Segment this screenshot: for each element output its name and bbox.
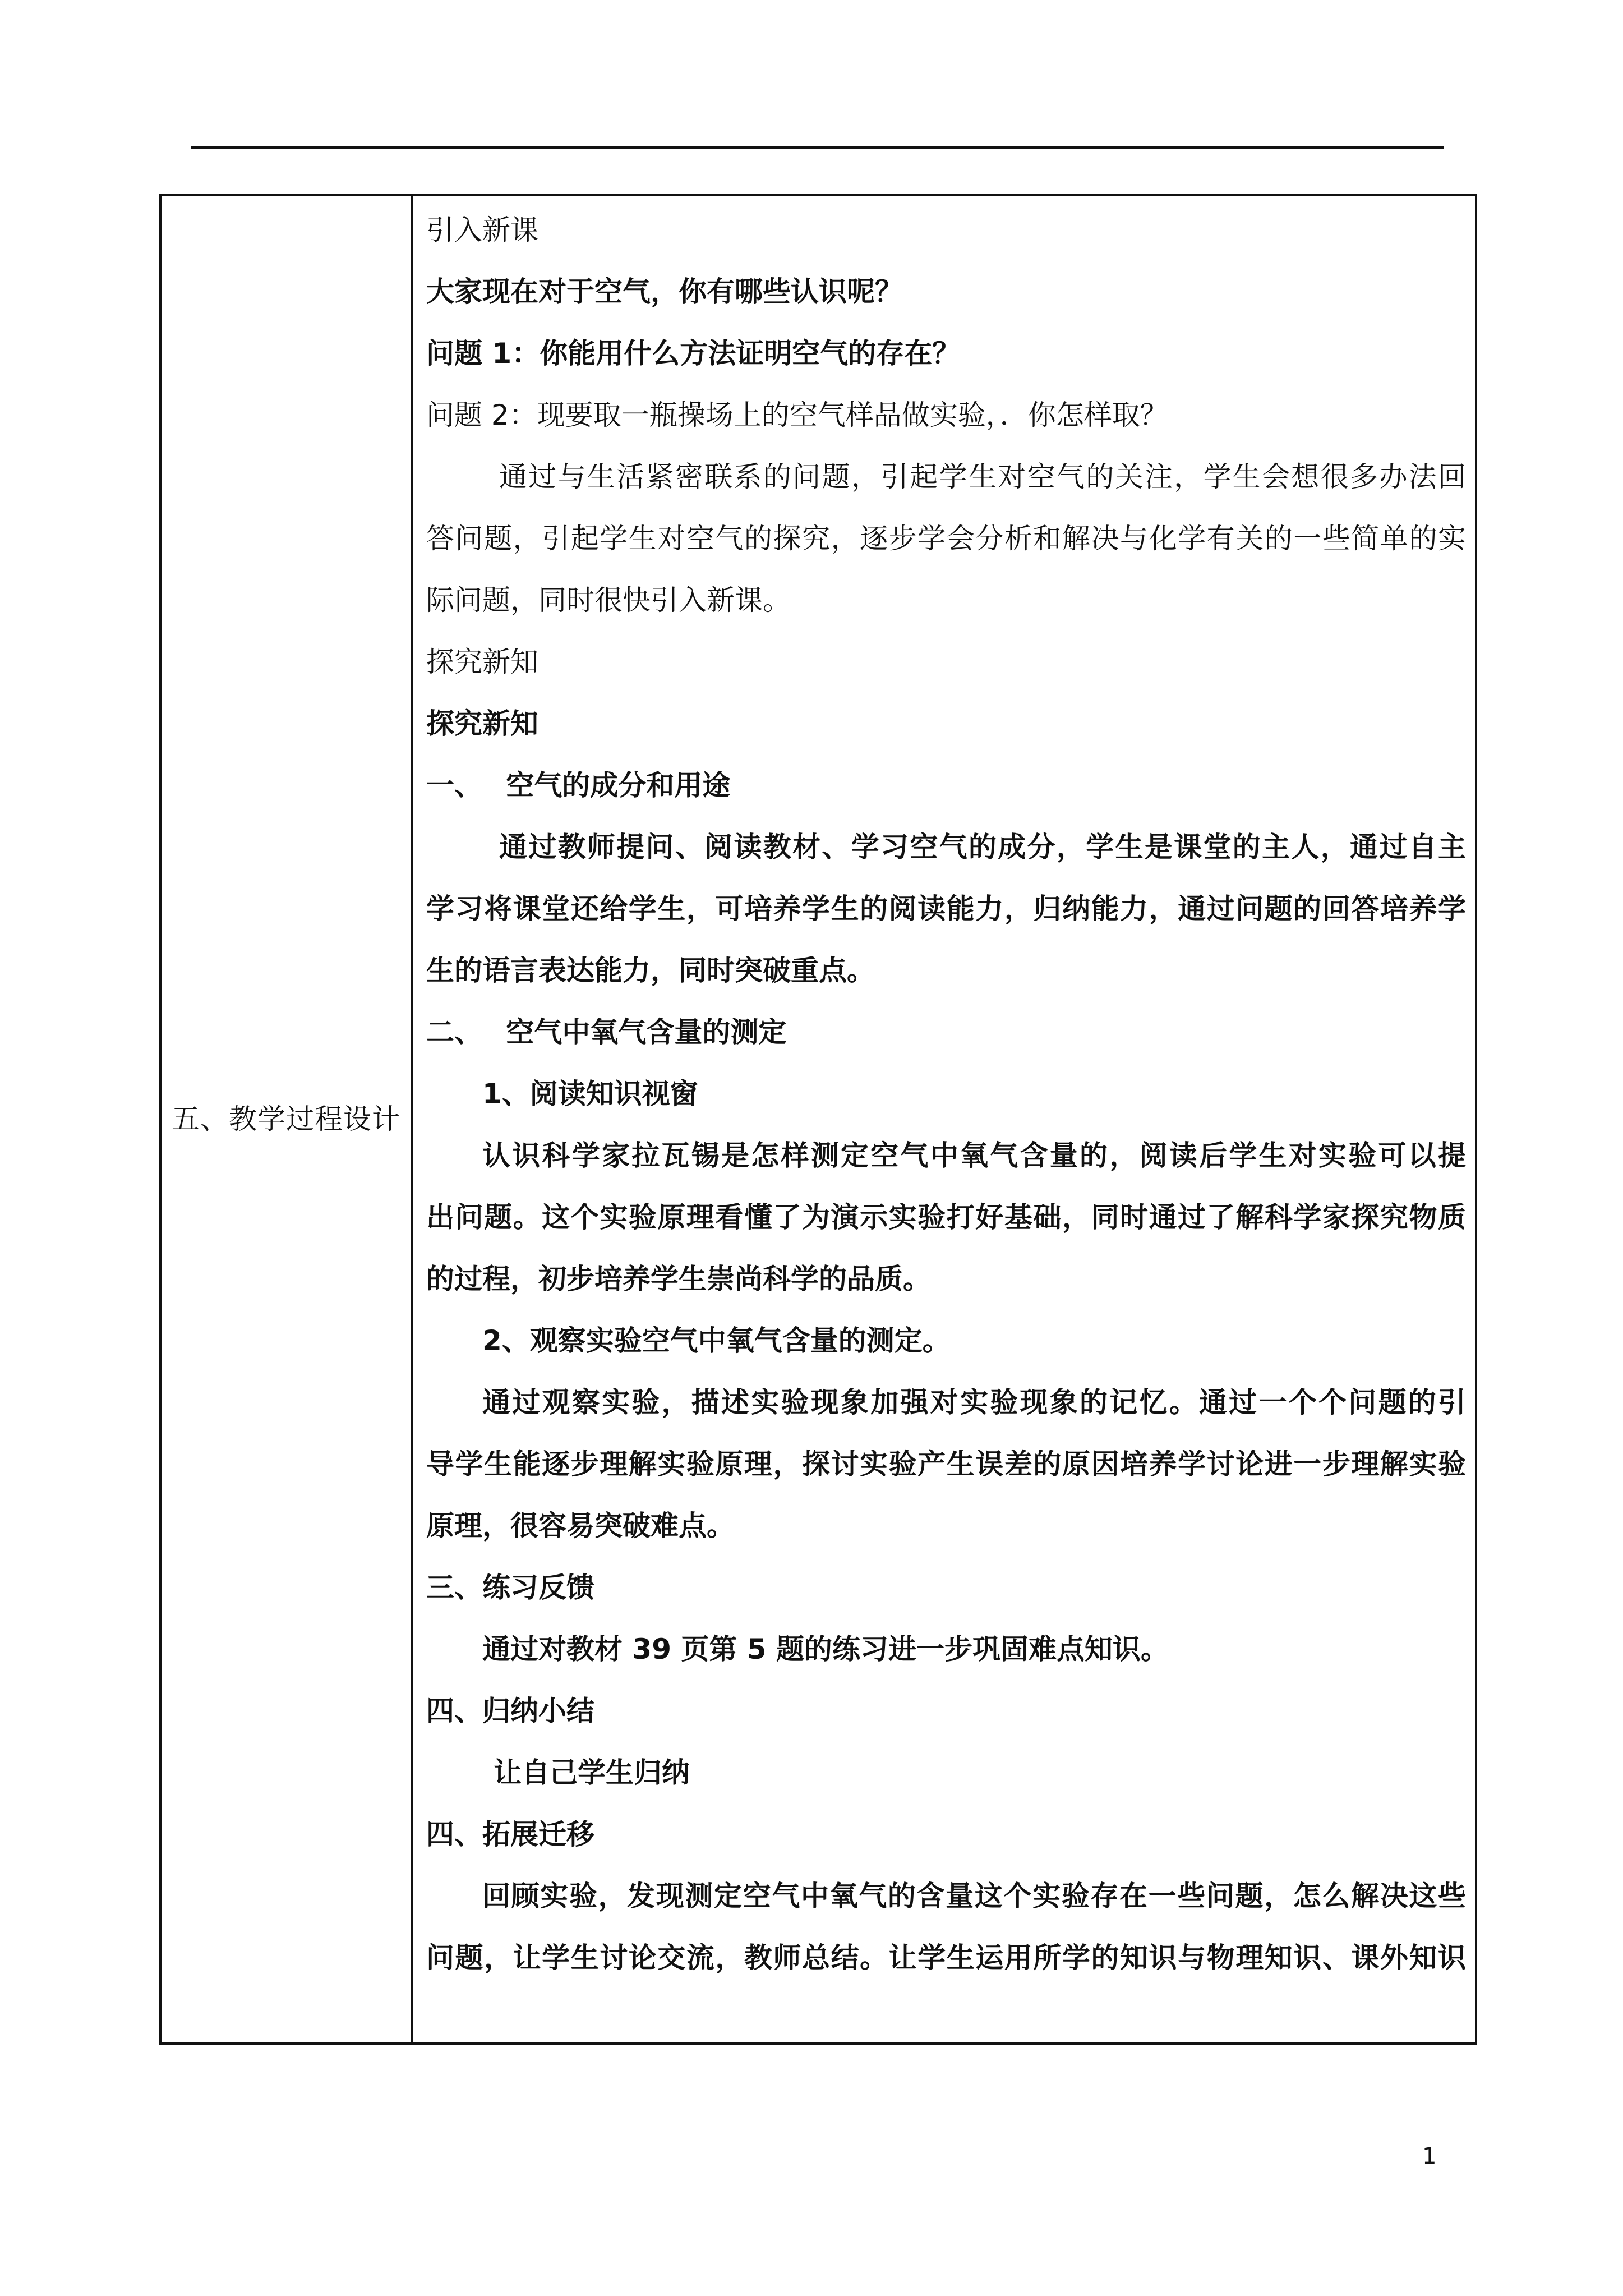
line-para2-1: 通过教师提问、阅读教材、学习空气的成分，学生是课堂的主人，通过自主 [499, 831, 1466, 863]
line-para6-1: 让自己学生归纳 [494, 1756, 690, 1789]
line-question-intro: 大家现在对于空气，你有哪些认识呢？ [426, 275, 903, 308]
line-para7-1: 回顾实验，发现测定空气中氧气的含量这个实验存在一些问题，怎么解决这些 [482, 1880, 1466, 1912]
column-divider [411, 194, 413, 2045]
line-para4-2: 导学生能逐步理解实验原理，探讨实验产生误差的原因培养学讨论进一步理解实验 [426, 1448, 1466, 1480]
line-para4-1: 通过观察实验，描述实验现象加强对实验现象的记忆。通过一个个问题的引 [482, 1386, 1466, 1419]
line-para5-1: 通过对教材 39 页第 5 题的练习进一步巩固难点知识。 [482, 1633, 1169, 1665]
line-heading-explore-bold: 探究新知 [426, 707, 538, 740]
line-question-1: 问题 1：你能用什么方法证明空气的存在？ [426, 337, 961, 370]
line-heading-explore: 探究新知 [426, 646, 538, 678]
line-subheading-2: 2、观察实验空气中氧气含量的测定。 [482, 1324, 951, 1357]
line-question-2: 问题 2：现要取一瓶操场上的空气样品做实验，．你怎样取？ [426, 399, 1168, 431]
line-heading-section-1: 一、 空气的成分和用途 [426, 769, 731, 802]
line-para3-2: 出问题。这个实验原理看懂了为演示实验打好基础，同时通过了解科学家探究物质 [426, 1201, 1466, 1234]
section-label: 五、教学过程设计 [172, 1103, 400, 1135]
line-para2-3: 生的语言表达能力，同时突破重点。 [426, 954, 875, 987]
line-heading-intro: 引入新课 [426, 214, 538, 246]
line-para4-3: 原理，很容易突破难点。 [426, 1510, 735, 1542]
section-label-cell [162, 194, 411, 2045]
line-para2-2: 学习将课堂还给学生，可培养学生的阅读能力，归纳能力，通过问题的回答培养学 [426, 892, 1466, 925]
line-para1-1: 通过与生活紧密联系的问题，引起学生对空气的关注，学生会想很多办法回 [499, 461, 1466, 493]
line-heading-section-4: 四、归纳小结 [426, 1695, 594, 1727]
line-para1-2: 答问题，引起学生对空气的探究，逐步学会分析和解决与化学有关的一些简单的实 [426, 522, 1466, 555]
line-para1-3: 际问题，同时很快引入新课。 [426, 584, 791, 616]
line-heading-section-3: 三、练习反馈 [426, 1571, 594, 1604]
header-rule [191, 146, 1444, 149]
line-subheading-1: 1、阅读知识视窗 [482, 1078, 698, 1110]
line-heading-section-5: 四、拓展迁移 [426, 1818, 594, 1851]
line-para3-3: 的过程，初步培养学生崇尚科学的品质。 [426, 1263, 931, 1295]
line-para7-2: 问题，让学生讨论交流，教师总结。让学生运用所学的知识与物理知识、课外知识 [426, 1941, 1466, 1974]
line-para3-1: 认识科学家拉瓦锡是怎样测定空气中氧气含量的，阅读后学生对实验可以提 [482, 1139, 1466, 1172]
page-number: 1 [1422, 2143, 1437, 2169]
line-heading-section-2: 二、 空气中氧气含量的测定 [426, 1016, 787, 1048]
